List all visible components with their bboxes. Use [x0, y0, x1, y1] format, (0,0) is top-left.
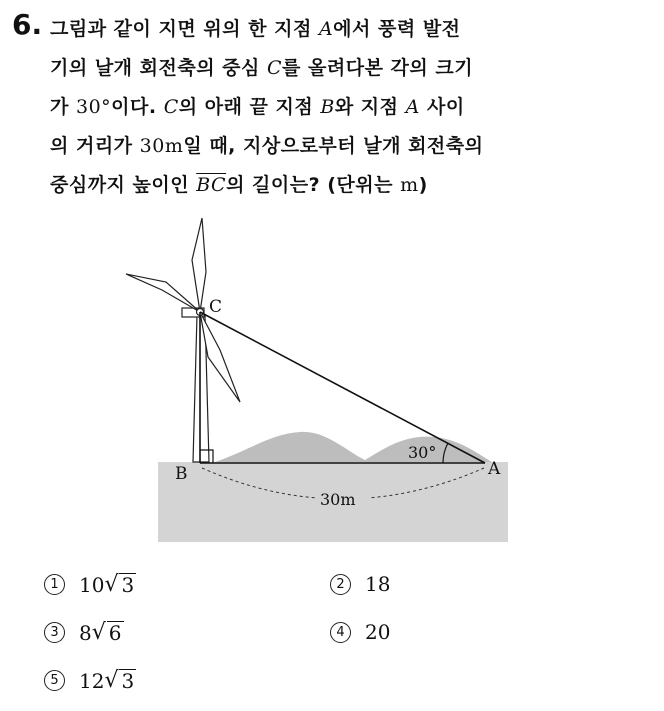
turbine-blade-up: [192, 218, 206, 312]
choice-mark: 3: [44, 622, 65, 643]
wind-turbine-figure: [120, 212, 520, 547]
choice-mark: 2: [330, 574, 351, 595]
distance-label: 30m: [320, 490, 356, 509]
radical-sign: √: [91, 620, 106, 645]
question-line-4: 의 거리가 30m일 때, 지상으로부터 날개 회전축의: [50, 135, 484, 157]
choice-value: 20: [365, 620, 391, 644]
choice-1[interactable]: [44, 572, 136, 597]
question-line-2: 기의 날개 회전축의 중심 C를 올려다본 각의 크기: [50, 57, 474, 79]
choice-3[interactable]: [44, 620, 124, 645]
choice-coef: 10: [79, 572, 105, 597]
choice-mark: 5: [44, 670, 65, 691]
choice-4[interactable]: [330, 620, 390, 644]
label-a: A: [488, 459, 501, 479]
question-text: [50, 10, 650, 205]
segment-ca: [200, 312, 485, 463]
label-c: C: [209, 297, 223, 317]
question-number: 6.: [12, 8, 43, 41]
choice-5[interactable]: [44, 668, 136, 693]
choice-mark: 4: [330, 622, 351, 643]
hills: [215, 432, 492, 462]
label-b: B: [175, 464, 188, 484]
choice-radicand: 3: [121, 669, 135, 693]
choice-value: 18: [365, 572, 391, 596]
radical-sign: √: [104, 572, 119, 597]
turbine-blade-left: [126, 274, 200, 312]
angle-label: 30°: [408, 443, 437, 462]
choice-radicand: 3: [121, 573, 135, 597]
choice-radicand: 6: [108, 621, 122, 645]
choice-2[interactable]: [330, 572, 390, 596]
question-line-3: 가 30°이다. C의 아래 끝 지점 B와 지점 A 사이: [50, 96, 465, 118]
question-line-1: 그림과 같이 지면 위의 한 지점 A에서 풍력 발전: [50, 18, 461, 40]
choice-coef: 12: [79, 668, 105, 693]
question-line-5: 중심까지 높이인 $\overline{BC}$의 길이는? (단위는 m): [50, 174, 428, 196]
radical-sign: √: [104, 668, 119, 693]
choice-coef: 8: [79, 620, 92, 645]
choice-mark: 1: [44, 574, 65, 595]
